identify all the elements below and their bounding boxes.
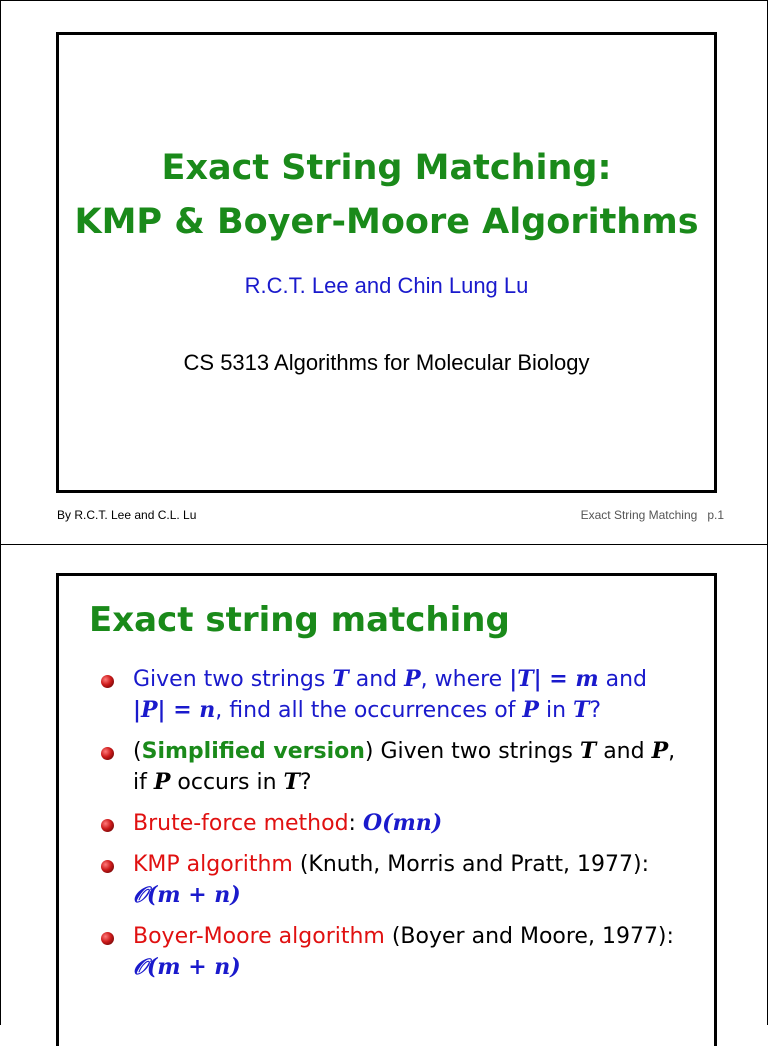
footer-authors: By R.C.T. Lee and C.L. Lu [57,508,197,522]
content-slide-frame [56,573,717,1046]
boyer-moore-label: Boyer-Moore algorithm [133,924,385,949]
bullet-item-2: (Simplified version) Given two strings T and P, if P occurs in T? [99,736,699,798]
slide-title: Exact string matching [89,600,510,640]
slide-title-line-1: Exact String Matching: [161,148,612,188]
simplified-version-label: Simplified version [141,739,365,764]
bullet-icon [101,819,114,832]
page-2 [0,544,768,1025]
bullet-list [99,664,699,993]
bullet-icon [101,747,114,760]
bullet-item-5: Boyer-Moore algorithm (Boyer and Moore, 1977): 𝒪(m + n) [99,921,699,983]
brute-force-label: Brute-force method [133,811,349,836]
footer-page-label: Exact String Matching p.1 [580,508,724,522]
bullet-icon [101,860,114,873]
bullet-icon [101,675,114,688]
kmp-label: KMP algorithm [133,852,293,877]
authors: R.C.T. Lee and Chin Lung Lu [244,273,529,298]
title-slide-frame [56,32,717,493]
bullet-item-1: Given two strings T and P, where |T| = m and |P| = n, find all the occurrences of P in T? [99,664,699,726]
course-name: CS 5313 Algorithms for Molecular Biology [183,350,590,375]
bullet-item-4: KMP algorithm (Knuth, Morris and Pratt, 1977): 𝒪(m + n) [99,849,699,911]
slide-title-line-2: KMP & Boyer-Moore Algorithms [74,202,699,242]
bullet-icon [101,932,114,945]
bullet-item-3: Brute-force method: O(mn) [99,808,699,839]
